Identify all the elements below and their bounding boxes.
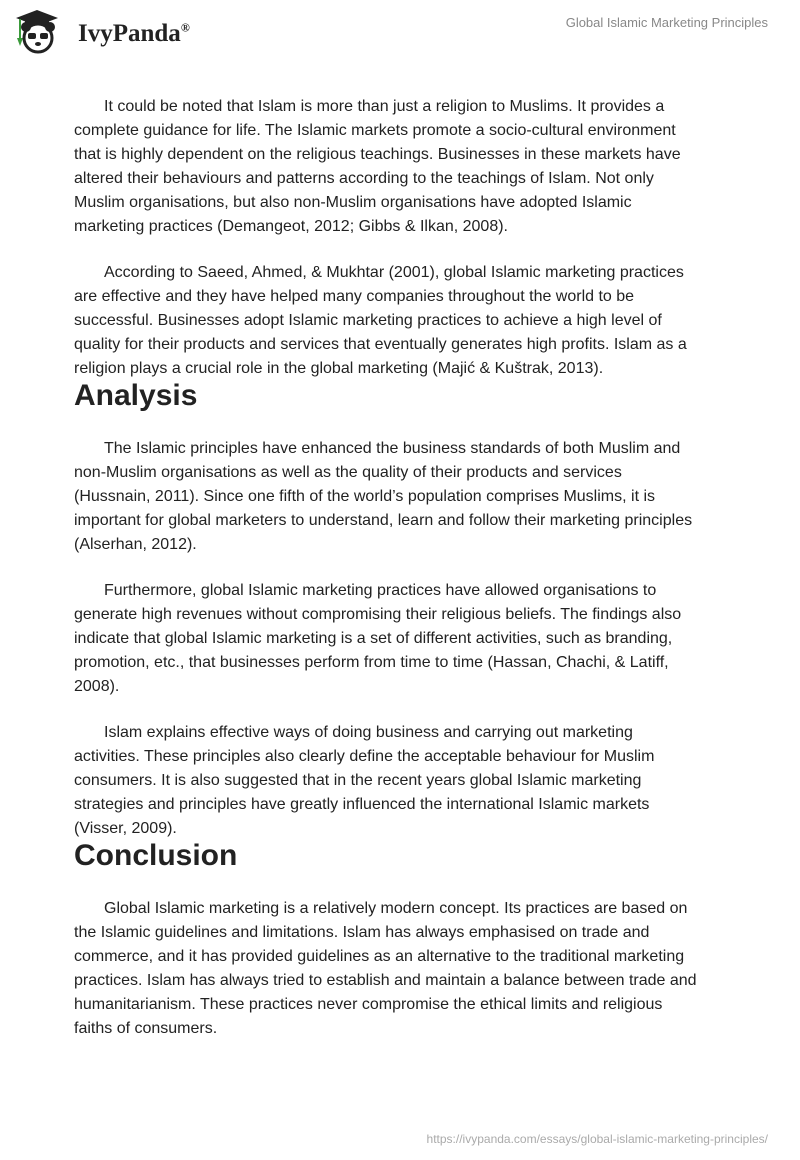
paragraph-line: humanitarianism. These practices never compromise the ethical limits and religious bbox=[74, 996, 663, 1013]
paragraph-line: activities. These principles also clearly define the acceptable behaviour for Muslim bbox=[74, 748, 655, 765]
paragraph bbox=[74, 897, 734, 1041]
paragraph-line: indicate that global Islamic marketing is a set of different activities, such as branding, bbox=[74, 630, 673, 647]
paragraph-line: Global Islamic marketing is a relatively modern concept. Its practices are based on bbox=[104, 900, 688, 917]
paragraph-line: The Islamic principles have enhanced the business standards of both Muslim and bbox=[104, 440, 681, 457]
section-heading: Analysis bbox=[74, 379, 198, 412]
paragraph bbox=[74, 721, 734, 841]
paragraph-line: faiths of consumers. bbox=[74, 1020, 218, 1037]
paragraph-line: Muslim organisations, but also non-Muslim organisations have adopted Islamic bbox=[74, 194, 632, 211]
paragraph-line: successful. Businesses adopt Islamic marketing practices to achieve a high level of bbox=[74, 312, 662, 329]
paragraph-line: (Visser, 2009). bbox=[74, 820, 177, 837]
registered-mark: ® bbox=[180, 20, 190, 35]
paragraph-line: promotion, etc., that businesses perform from time to time (Hassan, Chachi, & Latiff, bbox=[74, 654, 669, 671]
paragraph-line: religion plays a crucial role in the global marketing (Majić & Kuštrak, 2013). bbox=[74, 360, 604, 377]
paragraph-line: complete guidance for life. The Islamic markets promote a socio-cultural environment bbox=[74, 122, 676, 139]
paragraph-line: non-Muslim organisations as well as the quality of their products and services bbox=[74, 464, 622, 481]
paragraph-line: are effective and they have helped many companies throughout the world to be bbox=[74, 288, 635, 305]
paragraph-line: practices. Islam has always tried to establish and maintain a balance between trade and bbox=[74, 972, 697, 989]
paragraph-line: that is highly dependent on the religious teachings. Businesses in these markets have bbox=[74, 146, 681, 163]
page-header bbox=[0, 0, 800, 60]
paragraph-line: According to Saeed, Ahmed, & Mukhtar (2001), global Islamic marketing practices bbox=[104, 264, 684, 281]
footer-url[interactable]: https://ivypanda.com/essays/global-islamic-marketing-principles/ bbox=[426, 1132, 768, 1146]
brand-text: IvyPanda bbox=[78, 20, 181, 47]
paragraph-line: the Islamic guidelines and limitations. Islam has always emphasised on trade and bbox=[74, 924, 650, 941]
paragraph bbox=[74, 261, 734, 381]
paragraph-line: quality for their products and services that eventually generates high profits. Islam as a bbox=[74, 336, 687, 353]
paragraph-line: generate high revenues without compromising their religious beliefs. The findings also bbox=[74, 606, 682, 623]
paragraph-line: Furthermore, global Islamic marketing practices have allowed organisations to bbox=[104, 582, 657, 599]
brand-name[interactable] bbox=[78, 20, 190, 48]
ivypanda-logo-icon[interactable] bbox=[12, 8, 62, 54]
paragraph bbox=[74, 579, 734, 699]
paragraph-line: Islam explains effective ways of doing business and carrying out marketing bbox=[104, 724, 633, 741]
paragraph-line: marketing practices (Demangeot, 2012; Gibbs & Ilkan, 2008). bbox=[74, 218, 508, 235]
paragraph-line: (Hussnain, 2011). Since one fifth of the world’s population comprises Muslims, it is bbox=[74, 488, 656, 505]
section-heading: Conclusion bbox=[74, 839, 238, 872]
paragraph bbox=[74, 95, 734, 239]
paragraph-line: (Alserhan, 2012). bbox=[74, 536, 197, 553]
paragraph-line: important for global marketers to understand, learn and follow their marketing principles bbox=[74, 512, 693, 529]
paragraph-line: altered their behaviours and patterns according to the teachings of Islam. Not only bbox=[74, 170, 654, 187]
essay-content bbox=[74, 95, 734, 1063]
paragraph-line: 2008). bbox=[74, 678, 120, 695]
paragraph-line: strategies and principles have greatly influenced the international Islamic markets bbox=[74, 796, 650, 813]
paragraph bbox=[74, 437, 734, 557]
paragraph-line: commerce, and it has provided guidelines as an alternative to the traditional marketing bbox=[74, 948, 685, 965]
paragraph-line: It could be noted that Islam is more than just a religion to Muslims. It provides a bbox=[104, 98, 665, 115]
paragraph-line: consumers. It is also suggested that in the recent years global Islamic marketing bbox=[74, 772, 642, 789]
document-title: Global Islamic Marketing Principles bbox=[565, 15, 768, 30]
